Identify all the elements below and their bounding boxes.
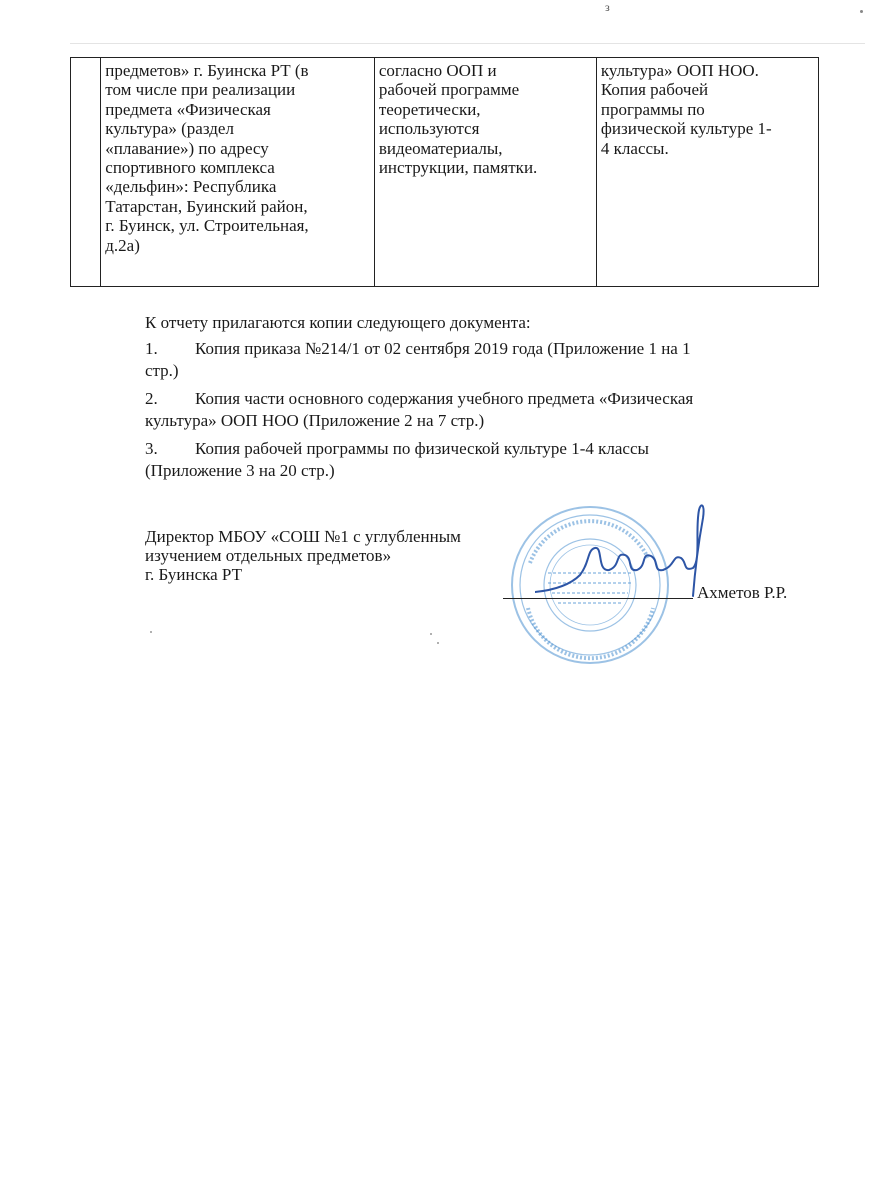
- cell-line: культура» (раздел: [105, 119, 234, 139]
- signer-position: Директор МБОУ «СОШ №1 с углубленным: [145, 527, 461, 546]
- signer-position: изучением отдельных предметов»: [145, 546, 392, 565]
- scan-speck: [430, 633, 432, 635]
- cell-line: спортивного комплекса: [105, 158, 275, 178]
- signer-position: г. Буинска РТ: [145, 565, 242, 584]
- cell-line: 4 классы.: [600, 138, 669, 158]
- table-cell-index: [71, 58, 101, 287]
- cell-line: г. Буинск, ул. Строительная,: [105, 216, 309, 236]
- table-cell-location: [101, 58, 375, 287]
- cell-line: «дельфин»: Республика: [105, 177, 277, 197]
- attachment-text-cont: стр.): [145, 361, 179, 380]
- scan-speck: [860, 10, 863, 13]
- attachment-text: Копия части основного содержания учебного предмета «Физическая: [195, 389, 694, 408]
- cell-line: Копия рабочей: [600, 80, 709, 100]
- signer-name: Ахметов Р.Р.: [697, 583, 788, 602]
- attachment-text-cont: (Приложение 3 на 20 стр.): [145, 461, 335, 480]
- cell-line: теоретически,: [378, 99, 481, 119]
- table-row: [71, 58, 819, 287]
- cell-line: «плавание») по адресу: [105, 138, 269, 158]
- signature-block: [145, 527, 845, 584]
- attachment-number: 3.: [145, 439, 158, 458]
- top-mark: з: [605, 0, 610, 14]
- cell-line: используются: [378, 119, 480, 139]
- cell-line: видеоматериалы,: [378, 138, 503, 158]
- cell-line: программы по: [600, 99, 705, 119]
- attachment-item: [145, 338, 825, 382]
- attachment-text: Копия рабочей программы по физической культуре 1-4 классы: [195, 439, 649, 458]
- cell-line: предметов» г. Буинска РТ (в: [105, 61, 309, 80]
- cell-line: том числе при реализации: [105, 80, 296, 100]
- attachment-text-cont: культура» ООП НОО (Приложение 2 на 7 стр.): [145, 411, 485, 430]
- cell-line: д.2а): [105, 235, 140, 255]
- cell-line: физической культуре 1-: [600, 119, 772, 139]
- attachment-number: 1.: [145, 339, 158, 358]
- attachment-item: [145, 388, 825, 432]
- scan-speck: [437, 642, 439, 644]
- attachments-section: [145, 312, 825, 488]
- attachment-item: [145, 438, 825, 482]
- cell-line: Татарстан, Буинский район,: [105, 196, 308, 216]
- cell-line: предмета «Физическая: [105, 99, 271, 119]
- cell-line: рабочей программе: [378, 80, 520, 100]
- report-table: [70, 57, 819, 287]
- table-cell-method: [374, 58, 596, 287]
- attachment-text: Копия приказа №214/1 от 02 сентября 2019 года (Приложение 1 на 1: [195, 339, 691, 358]
- scan-speck: [150, 631, 152, 633]
- signature-line: [503, 598, 693, 599]
- table-cell-documents: [596, 58, 818, 287]
- attachments-intro: К отчету прилагаются копии следующего документа:: [145, 313, 531, 332]
- attachment-number: 2.: [145, 389, 158, 408]
- scan-top-edge: [70, 43, 865, 44]
- cell-line: согласно ООП и: [378, 61, 497, 80]
- cell-line: культура» ООП НОО.: [600, 61, 759, 80]
- cell-line: инструкции, памятки.: [378, 158, 538, 178]
